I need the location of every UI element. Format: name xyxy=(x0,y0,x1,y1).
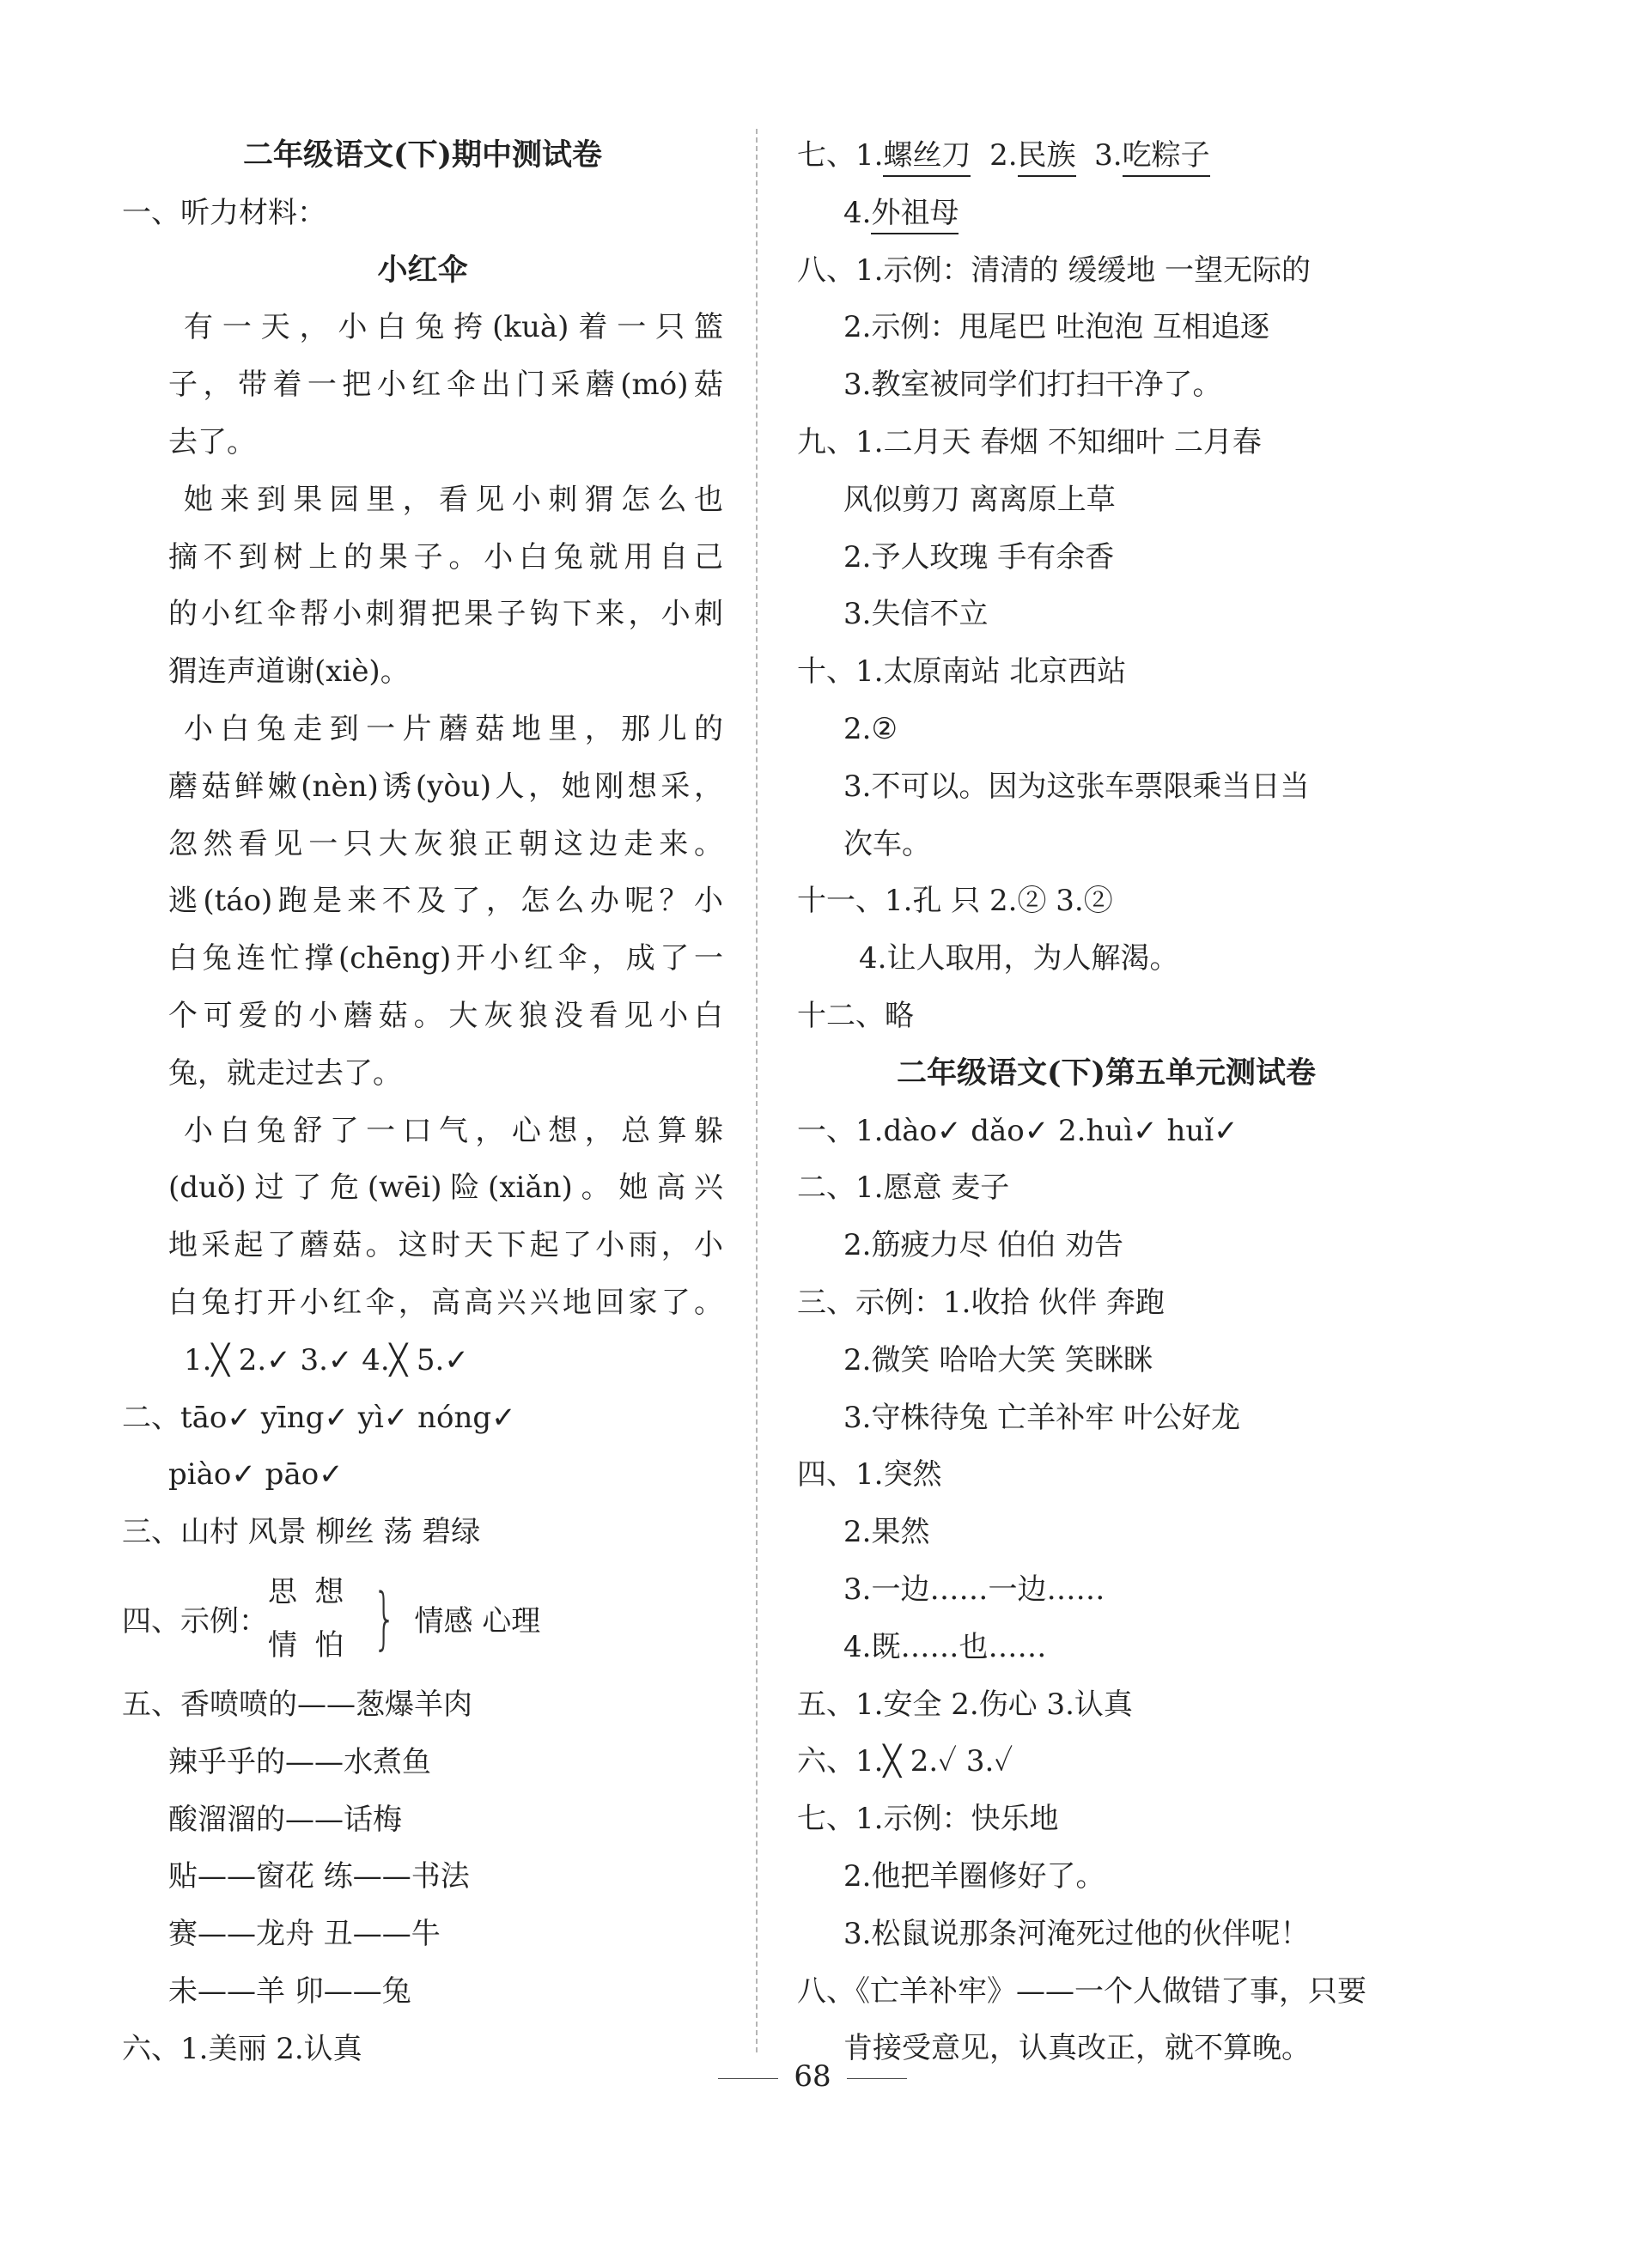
section-10-line: 2.② xyxy=(843,711,898,746)
section-4-word-top: 思想 xyxy=(268,1574,362,1609)
unit5-section-3-line: 2.微笑 哈哈大笑 笑眯眯 xyxy=(843,1342,1153,1377)
unit5-section-2-line: 2.筋疲力尽 伯伯 劝告 xyxy=(843,1228,1124,1263)
unit5-section-3-line: 3.守株待兔 亡羊补牢 叶公好龙 xyxy=(843,1400,1241,1435)
story-line: 有一天，小白兔挎(kuà)着一只篮 xyxy=(184,310,723,345)
section-10-line: 3.不可以。因为这张车票限乘当日当 xyxy=(843,769,1310,804)
section-1-heading: 一、听力材料： xyxy=(122,195,326,230)
story-line: 小白兔舒了一口气，心想，总算躲 xyxy=(184,1113,723,1148)
section-7-answer-3: 吃粽子 xyxy=(1123,138,1210,177)
section-9-line: 九、1.二月天 春烟 不知细叶 二月春 xyxy=(797,424,1262,459)
section-4-word-stack xyxy=(268,1566,362,1672)
section-7-line-2 xyxy=(797,185,1415,242)
section-11-line: 4.让人取用，为人解渴。 xyxy=(859,941,1179,976)
section-5-line: 辣乎乎的——水煮鱼 xyxy=(168,1744,431,1779)
section-5-line: 五、香喷喷的——葱爆羊肉 xyxy=(122,1687,472,1722)
midterm-title: 二年级语文(下)期中测试卷 xyxy=(242,137,603,173)
unit5-section-4-line: 3.一边……一边…… xyxy=(843,1572,1105,1607)
unit5-section-6: 六、1.╳ 2.✓ 3.✓ xyxy=(797,1744,1013,1779)
footer-dash-left xyxy=(718,2078,778,2079)
story-line: 蘑菇鲜嫩(nèn)诱(yòu)人，她刚想采， xyxy=(168,769,723,804)
unit5-section-1: 一、1.dào✓ dǎo✓ 2.huì✓ huǐ✓ xyxy=(797,1113,1239,1148)
page-footer xyxy=(0,2059,1625,2094)
section-5-line: 贴——窗花 练——书法 xyxy=(168,1859,470,1894)
unit5-section-3-line: 三、示例：1.收拾 伙伴 奔跑 xyxy=(797,1285,1165,1320)
story-text xyxy=(122,299,723,1331)
column-divider xyxy=(756,129,758,2052)
section-7-answer-4: 外祖母 xyxy=(871,196,959,234)
section-2-line-2: piào✓ pāo✓ xyxy=(168,1457,344,1493)
section-6: 六、1.美丽 2.认真 xyxy=(122,2031,362,2066)
unit5-section-5: 五、1.安全 2.伤心 3.认真 xyxy=(797,1687,1133,1722)
unit5-section-7-line: 2.他把羊圈修好了。 xyxy=(843,1858,1105,1894)
story-line: 忽然看见一只大灰狼正朝这边走来。 xyxy=(168,826,723,861)
section-7-num-2: 2. xyxy=(989,138,1018,173)
section-8-line: 八、1.示例：清清的 缓缓地 一望无际的 xyxy=(797,252,1312,288)
left-column xyxy=(122,127,723,2078)
section-7-answer-1: 螺丝刀 xyxy=(883,138,971,177)
unit5-section-7-line: 七、1.示例：快乐地 xyxy=(797,1802,1059,1837)
right-column xyxy=(797,127,1415,2077)
section-2-line-1: 二、tāo✓ yīng✓ yì✓ nóng✓ xyxy=(122,1400,516,1435)
footer-dash-right xyxy=(847,2078,907,2079)
story-line: 猬连声道谢(xiè)。 xyxy=(168,654,410,690)
story-title: 小红伞 xyxy=(377,252,468,288)
section-5-line: 未——羊 卯——兔 xyxy=(168,1973,411,2009)
unit5-section-2-line: 二、1.愿意 麦子 xyxy=(797,1170,1010,1206)
section-5-line: 赛——龙舟 丑——牛 xyxy=(168,1917,441,1952)
story-line: 摘不到树上的果子。小白兔就用自己 xyxy=(168,539,723,575)
unit5-section-7-line: 3.松鼠说那条河淹死过他的伙伴呢！ xyxy=(843,1916,1310,1951)
right-brace-icon: } xyxy=(372,1579,397,1657)
story-line: 子，带着一把小红伞出门采蘑(mó)菇 xyxy=(168,368,723,403)
section-4 xyxy=(122,1561,723,1676)
unit5-section-4-line: 四、1.突然 xyxy=(797,1457,942,1493)
section-3: 三、山村 风景 柳丝 荡 碧绿 xyxy=(122,1515,481,1550)
section-7-num-4: 4. xyxy=(843,195,872,230)
page-number: 68 xyxy=(794,2059,831,2094)
story-line: 小白兔走到一片蘑菇地里，那儿的 xyxy=(184,711,723,746)
section-8-line: 2.示例：甩尾巴 吐泡泡 互相追逐 xyxy=(843,310,1270,345)
section-10-line: 次车。 xyxy=(843,826,931,861)
section-7-num-3: 3. xyxy=(1094,138,1123,173)
unit5-section-8-line: 八、《亡羊补牢》——一个人做错了事，只要 xyxy=(797,1973,1366,2009)
unit5-section-4-line: 2.果然 xyxy=(843,1515,930,1550)
unit5-section-4-line: 4.既……也…… xyxy=(843,1629,1047,1664)
section-4-prefix: 四、示例： xyxy=(122,1604,268,1639)
story-line: 兔，就走过去了。 xyxy=(168,1055,402,1091)
section-9-line: 风似剪刀 离离原上草 xyxy=(843,482,1116,517)
section-4-suffix: 情感 心理 xyxy=(414,1604,541,1639)
story-line: 她来到果园里，看见小刺猬怎么也 xyxy=(184,482,723,517)
section-1-answers: 1.╳ 2.✓ 3.✓ 4.╳ 5.✓ xyxy=(184,1342,469,1377)
section-11-line: 十一、1.孔 只 2.② 3.② xyxy=(797,884,1113,919)
section-7-prefix: 七、1. xyxy=(797,138,884,173)
unit5-section-8-line: 肯接受意见，认真改正，就不算晚。 xyxy=(843,2031,1311,2066)
section-9-line: 2.予人玫瑰 手有余香 xyxy=(843,539,1115,575)
section-4-word-bottom: 情怕 xyxy=(268,1627,362,1663)
section-8-line: 3.教室被同学们打扫干净了。 xyxy=(843,368,1222,403)
section-9-line: 3.失信不立 xyxy=(843,597,989,632)
story-line: 白兔连忙撑(chēng)开小红伞，成了一 xyxy=(168,941,723,976)
section-5-line: 酸溜溜的——话梅 xyxy=(168,1802,402,1837)
section-7-line-1 xyxy=(797,127,1415,185)
story-line: 的小红伞帮小刺猬把果子钩下来，小刺 xyxy=(168,597,723,632)
story-line: 地采起了蘑菇。这时天下起了小雨，小 xyxy=(168,1228,723,1263)
section-12: 十二、略 xyxy=(797,998,914,1033)
story-line: 去了。 xyxy=(168,424,256,459)
story-line: (duǒ)过了危(wēi)险(xiǎn)。她高兴 xyxy=(168,1170,723,1206)
unit5-title: 二年级语文(下)第五单元测试卷 xyxy=(896,1055,1317,1091)
story-line: 个可爱的小蘑菇。大灰狼没看见小白 xyxy=(168,998,723,1033)
section-10-line: 十、1.太原南站 北京西站 xyxy=(797,654,1127,690)
section-7-answer-2: 民族 xyxy=(1018,138,1076,177)
story-line: 逃(táo)跑是来不及了，怎么办呢？小 xyxy=(168,884,723,919)
story-line: 白兔打开小红伞，高高兴兴地回家了。 xyxy=(168,1285,723,1320)
